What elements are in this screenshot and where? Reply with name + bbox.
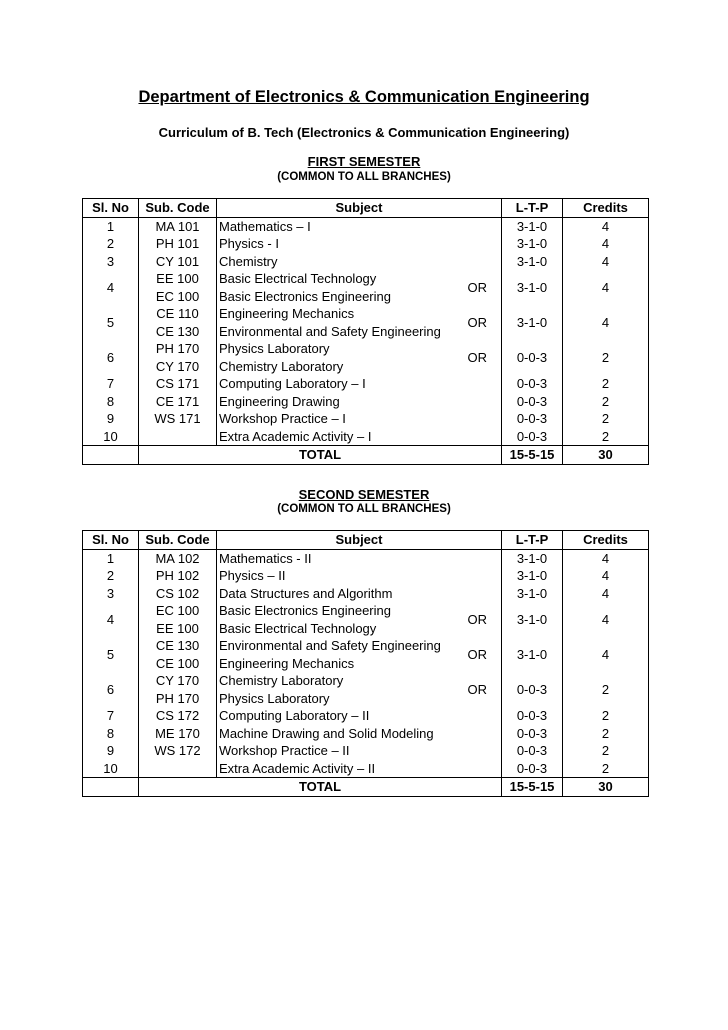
or-cell xyxy=(454,410,502,428)
subject-cell xyxy=(217,253,454,271)
subject-cell xyxy=(217,637,454,672)
credits-cell: 4 xyxy=(563,637,649,672)
sub-code-cell xyxy=(139,428,217,446)
subject-name: Engineering Drawing xyxy=(219,393,340,409)
semester-subtitle: (COMMON TO ALL BRANCHES) xyxy=(277,171,451,183)
department-title: Department of Electronics & Communication Engineering xyxy=(138,88,590,106)
total-row xyxy=(83,778,649,797)
sub-code-cell xyxy=(139,393,217,411)
sl-no-cell: 4 xyxy=(83,270,139,305)
subject-cell xyxy=(217,410,454,428)
ltp-cell: 0-0-3 xyxy=(502,428,563,446)
subject-cell xyxy=(217,742,454,760)
sl-no-cell: 9 xyxy=(83,410,139,428)
subject-cell xyxy=(217,549,454,567)
credits-cell: 4 xyxy=(563,217,649,235)
sub-code-cell xyxy=(139,602,217,637)
sub-code: PH 170 xyxy=(155,341,200,356)
credits-cell: 2 xyxy=(563,393,649,411)
sub-code-cell xyxy=(139,742,217,760)
subject-cell xyxy=(217,567,454,585)
sl-no-cell: 10 xyxy=(83,428,139,446)
subject-name: Engineering Mechanics xyxy=(219,655,355,671)
ltp-cell: 0-0-3 xyxy=(502,707,563,725)
header-credits: Credits xyxy=(563,531,649,550)
sl-no-cell: 3 xyxy=(83,253,139,271)
table-row xyxy=(83,253,649,271)
sub-code: CE 130 xyxy=(155,638,200,653)
or-cell xyxy=(454,235,502,253)
subject-cell xyxy=(217,760,454,778)
credits-cell: 4 xyxy=(563,602,649,637)
table-row xyxy=(83,428,649,446)
or-cell xyxy=(454,549,502,567)
sl-no-cell: 10 xyxy=(83,760,139,778)
sub-code: WS 172 xyxy=(154,743,201,758)
sl-no-cell: 8 xyxy=(83,393,139,411)
sub-code: PH 101 xyxy=(155,236,200,251)
sl-no-cell: 7 xyxy=(83,375,139,393)
sl-no-cell: 8 xyxy=(83,725,139,743)
total-label: TOTAL xyxy=(139,446,502,465)
semester-table xyxy=(82,530,649,797)
sub-code: CY 170 xyxy=(155,673,200,688)
header-ltp: L-T-P xyxy=(502,199,563,218)
subject-name: Environmental and Safety Engineering xyxy=(219,323,441,339)
table-row xyxy=(83,549,649,567)
subject-name: Environmental and Safety Engineering xyxy=(219,638,441,653)
header-sub-code: Sub. Code xyxy=(139,531,217,550)
credits-cell: 4 xyxy=(563,567,649,585)
sub-code: CY 101 xyxy=(155,253,200,269)
subject-cell xyxy=(217,235,454,253)
table-row xyxy=(83,742,649,760)
header-subject: Subject xyxy=(217,199,502,218)
ltp-cell: 3-1-0 xyxy=(502,235,563,253)
subject-name: Mathematics - II xyxy=(219,550,312,566)
semester-title: FIRST SEMESTER xyxy=(307,154,421,169)
credits-cell: 2 xyxy=(563,672,649,707)
subject-name: Data Structures and Algorithm xyxy=(219,585,393,601)
sub-code-cell xyxy=(139,375,217,393)
sub-code: CE 100 xyxy=(155,655,200,671)
sub-code-cell xyxy=(139,637,217,672)
credits-cell: 4 xyxy=(563,253,649,271)
table-row xyxy=(83,393,649,411)
sl-no-cell: 6 xyxy=(83,672,139,707)
subject-cell xyxy=(217,672,454,707)
sub-code: CE 171 xyxy=(155,393,200,409)
sub-code: MA 101 xyxy=(155,218,200,234)
table-row xyxy=(83,305,649,340)
sub-code-cell xyxy=(139,707,217,725)
table-header-row xyxy=(83,199,649,218)
sub-code: WS 171 xyxy=(154,411,201,426)
ltp-cell: 0-0-3 xyxy=(502,725,563,743)
subject-name: Basic Electronics Engineering xyxy=(219,603,391,618)
subject-cell xyxy=(217,725,454,743)
table-row xyxy=(83,340,649,375)
total-blank xyxy=(83,778,139,797)
or-cell xyxy=(454,742,502,760)
sub-code: EC 100 xyxy=(155,603,200,618)
ltp-cell: 3-1-0 xyxy=(502,602,563,637)
ltp-cell: 3-1-0 xyxy=(502,305,563,340)
subject-cell xyxy=(217,585,454,603)
sl-no-cell: 9 xyxy=(83,742,139,760)
subject-name: Chemistry Laboratory xyxy=(219,673,344,688)
subject-cell xyxy=(217,270,454,305)
credits-cell: 2 xyxy=(563,707,649,725)
semester-table xyxy=(82,198,649,465)
ltp-cell: 3-1-0 xyxy=(502,637,563,672)
or-cell xyxy=(454,567,502,585)
ltp-cell: 3-1-0 xyxy=(502,253,563,271)
sub-code-cell xyxy=(139,725,217,743)
or-cell xyxy=(454,217,502,235)
credits-cell: 2 xyxy=(563,340,649,375)
ltp-cell: 0-0-3 xyxy=(502,672,563,707)
subject-name: Basic Electrical Technology xyxy=(219,620,377,636)
total-ltp: 15-5-15 xyxy=(502,446,563,465)
subject-name: Extra Academic Activity – I xyxy=(219,428,372,444)
table-row xyxy=(83,707,649,725)
sub-code: CS 172 xyxy=(155,708,200,723)
sub-code: ME 170 xyxy=(155,725,200,741)
or-cell xyxy=(454,725,502,743)
sub-code-cell xyxy=(139,253,217,271)
sl-no-cell: 1 xyxy=(83,549,139,567)
subject-name: Machine Drawing and Solid Modeling xyxy=(219,725,434,741)
subject-cell xyxy=(217,305,454,340)
table-row xyxy=(83,585,649,603)
subject-name: Engineering Mechanics xyxy=(219,306,355,321)
ltp-cell: 3-1-0 xyxy=(502,549,563,567)
total-label: TOTAL xyxy=(139,778,502,797)
sub-code-cell xyxy=(139,305,217,340)
or-cell: OR xyxy=(467,611,487,627)
subject-name: Mathematics – I xyxy=(219,218,311,234)
sl-no-cell: 6 xyxy=(83,340,139,375)
sub-code-cell xyxy=(139,585,217,603)
or-cell: OR xyxy=(467,646,487,662)
curriculum-title: Curriculum of B. Tech (Electronics & Communication Engineering) xyxy=(158,125,570,140)
or-cell xyxy=(454,760,502,778)
sub-code: CS 171 xyxy=(155,376,200,391)
sub-code-cell xyxy=(139,217,217,235)
or-cell: OR xyxy=(467,314,487,330)
subject-name: Physics Laboratory xyxy=(219,341,330,356)
subject-name: Extra Academic Activity – II xyxy=(219,760,376,776)
sub-code: EE 100 xyxy=(156,620,199,636)
table-row xyxy=(83,637,649,672)
header-sub-code: Sub. Code xyxy=(139,199,217,218)
subject-cell xyxy=(217,707,454,725)
total-credits: 30 xyxy=(563,778,649,797)
subject-cell xyxy=(217,375,454,393)
subject-name: Basic Electronics Engineering xyxy=(219,288,391,304)
ltp-cell: 0-0-3 xyxy=(502,375,563,393)
subject-name: Physics - I xyxy=(219,236,279,251)
subject-cell xyxy=(217,602,454,637)
sl-no-cell: 1 xyxy=(83,217,139,235)
table-row xyxy=(83,235,649,253)
header-ltp: L-T-P xyxy=(502,531,563,550)
sl-no-cell: 2 xyxy=(83,235,139,253)
or-cell xyxy=(454,428,502,446)
table-row xyxy=(83,270,649,305)
credits-cell: 2 xyxy=(563,428,649,446)
subject-cell xyxy=(217,393,454,411)
table-row xyxy=(83,760,649,778)
or-cell: OR xyxy=(467,681,487,697)
subject-name: Workshop Practice – II xyxy=(219,743,350,758)
credits-cell: 4 xyxy=(563,305,649,340)
semester-subtitle: (COMMON TO ALL BRANCHES) xyxy=(277,503,451,515)
total-credits: 30 xyxy=(563,446,649,465)
sub-code-cell xyxy=(139,549,217,567)
sub-code-cell xyxy=(139,672,217,707)
subject-name: Physics – II xyxy=(219,568,286,583)
ltp-cell: 0-0-3 xyxy=(502,393,563,411)
or-cell xyxy=(454,393,502,411)
total-row xyxy=(83,446,649,465)
ltp-cell: 3-1-0 xyxy=(502,270,563,305)
header-credits: Credits xyxy=(563,199,649,218)
sub-code: MA 102 xyxy=(155,550,200,566)
subject-name: Chemistry Laboratory xyxy=(219,358,344,374)
credits-cell: 4 xyxy=(563,270,649,305)
subject-name: Chemistry xyxy=(219,253,278,269)
ltp-cell: 3-1-0 xyxy=(502,585,563,603)
subject-cell xyxy=(217,340,454,375)
sub-code: PH 102 xyxy=(155,568,200,583)
header-sl-no: Sl. No xyxy=(83,199,139,218)
sl-no-cell: 2 xyxy=(83,567,139,585)
ltp-cell: 0-0-3 xyxy=(502,410,563,428)
subject-name: Workshop Practice – I xyxy=(219,411,346,426)
sub-code: PH 170 xyxy=(155,690,200,706)
ltp-cell: 0-0-3 xyxy=(502,760,563,778)
total-ltp: 15-5-15 xyxy=(502,778,563,797)
table-header-row xyxy=(83,531,649,550)
sub-code-cell xyxy=(139,270,217,305)
ltp-cell: 0-0-3 xyxy=(502,340,563,375)
or-cell: OR xyxy=(467,279,487,295)
credits-cell: 2 xyxy=(563,410,649,428)
or-cell xyxy=(454,253,502,271)
table-row xyxy=(83,410,649,428)
credits-cell: 2 xyxy=(563,742,649,760)
subject-name: Basic Electrical Technology xyxy=(219,271,377,286)
ltp-cell: 3-1-0 xyxy=(502,217,563,235)
semester-title: SECOND SEMESTER xyxy=(298,487,430,502)
or-cell xyxy=(454,585,502,603)
sl-no-cell: 5 xyxy=(83,637,139,672)
sl-no-cell: 7 xyxy=(83,707,139,725)
subject-name: Physics Laboratory xyxy=(219,690,330,706)
sub-code-cell xyxy=(139,340,217,375)
credits-cell: 2 xyxy=(563,375,649,393)
total-blank xyxy=(83,446,139,465)
credits-cell: 2 xyxy=(563,760,649,778)
table-row xyxy=(83,602,649,637)
subject-name: Computing Laboratory – II xyxy=(219,708,370,723)
or-cell: OR xyxy=(467,349,487,365)
subject-cell xyxy=(217,428,454,446)
sub-code: EC 100 xyxy=(155,288,200,304)
sl-no-cell: 5 xyxy=(83,305,139,340)
header-sl-no: Sl. No xyxy=(83,531,139,550)
credits-cell: 4 xyxy=(563,585,649,603)
ltp-cell: 0-0-3 xyxy=(502,742,563,760)
or-cell xyxy=(454,375,502,393)
table-row xyxy=(83,217,649,235)
sl-no-cell: 3 xyxy=(83,585,139,603)
sub-code-cell xyxy=(139,760,217,778)
credits-cell: 4 xyxy=(563,235,649,253)
sub-code-cell xyxy=(139,567,217,585)
credits-cell: 4 xyxy=(563,549,649,567)
sub-code: CY 170 xyxy=(155,358,200,374)
or-cell xyxy=(454,707,502,725)
table-row xyxy=(83,725,649,743)
credits-cell: 2 xyxy=(563,725,649,743)
header-subject: Subject xyxy=(217,531,502,550)
sl-no-cell: 4 xyxy=(83,602,139,637)
sub-code-cell xyxy=(139,410,217,428)
table-row xyxy=(83,567,649,585)
sub-code: CE 110 xyxy=(156,306,199,321)
sub-code-cell xyxy=(139,235,217,253)
sub-code: CE 130 xyxy=(155,323,200,339)
table-row xyxy=(83,672,649,707)
ltp-cell: 3-1-0 xyxy=(502,567,563,585)
sub-code: CS 102 xyxy=(155,585,200,601)
table-row xyxy=(83,375,649,393)
subject-cell xyxy=(217,217,454,235)
sub-code: EE 100 xyxy=(156,271,199,286)
subject-name: Computing Laboratory – I xyxy=(219,376,366,391)
